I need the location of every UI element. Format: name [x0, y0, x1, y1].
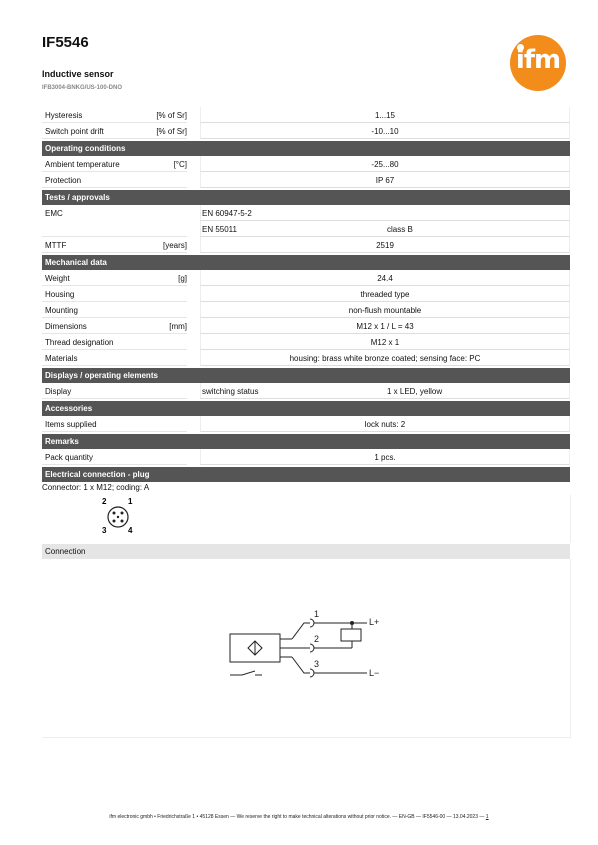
row-label: Pack quantity: [45, 453, 94, 462]
row-value: -25...80: [371, 160, 399, 169]
row-value: housing: brass white bronze coated; sensing face: PC: [289, 354, 481, 363]
wire-label: L+: [369, 617, 380, 627]
product-subtitle: Inductive sensor: [42, 69, 114, 79]
row-value: 1...15: [374, 111, 395, 120]
connection-label: Connection: [45, 547, 86, 556]
row-unit: [% of Sr]: [156, 127, 187, 136]
section-heading-electrical: Electrical connection - plug: [42, 467, 570, 482]
table-row: [42, 123, 570, 139]
row-value: non-flush mountable: [348, 306, 422, 315]
row-label: Display: [45, 387, 72, 396]
product-title: IF5546: [42, 34, 89, 51]
row-label: Hysteresis: [45, 111, 83, 120]
row-value: M12 x 1 / L = 43: [356, 322, 414, 331]
section-heading-displays: Displays / operating elements: [42, 368, 570, 383]
section-heading-tests: Tests / approvals: [42, 190, 570, 205]
row-unit: [mm]: [169, 322, 187, 331]
row-value: threaded type: [360, 290, 410, 299]
connector-description: Connector: 1 x M12; coding: A: [42, 483, 150, 492]
connection-header: [42, 544, 570, 559]
page-footer: [0, 814, 598, 820]
wire-label: 3: [314, 659, 320, 669]
table-row: [42, 383, 570, 399]
row-label: Ambient temperature: [45, 160, 120, 169]
wire-label: 1: [314, 609, 320, 619]
table-row: [42, 107, 570, 123]
pin-label: 4: [128, 526, 133, 535]
emc-class: class B: [387, 225, 413, 234]
table-row: [42, 302, 570, 318]
row-label: Dimensions: [45, 322, 87, 331]
table-row: [42, 156, 570, 172]
row-value: M12 x 1: [370, 338, 400, 347]
row-label: Switch point drift: [45, 127, 104, 136]
ifm-logo: [510, 35, 566, 91]
row-label: EMC: [45, 209, 63, 218]
logo-text: ifm: [515, 45, 561, 75]
table-row: [42, 172, 570, 188]
table-row: [42, 221, 570, 237]
pin-layout-diagram: [42, 495, 162, 543]
table-row: [42, 334, 570, 350]
table-row: [42, 286, 570, 302]
row-label: Weight: [45, 274, 70, 283]
row-value: 1 pcs.: [374, 453, 396, 462]
row-unit: [g]: [178, 274, 187, 283]
section-heading-accessories: Accessories: [42, 401, 570, 416]
pin-layout: [42, 495, 571, 543]
pin-label: 2: [102, 497, 107, 506]
pin-label: 1: [128, 497, 133, 506]
pin-label: 3: [102, 526, 107, 535]
page-number: 1: [485, 814, 489, 820]
wire-label: 2: [314, 634, 320, 644]
row-unit: [years]: [162, 241, 187, 250]
emc-standard: EN 55011: [202, 225, 237, 234]
wire-label: L−: [369, 668, 380, 678]
row-unit: [°C]: [173, 160, 187, 169]
row-unit: [% of Sr]: [156, 111, 187, 120]
row-label: Items supplied: [45, 420, 97, 429]
row-label: MTTF: [45, 241, 67, 250]
row-label: Thread designation: [45, 338, 114, 347]
section-heading-mechanical: Mechanical data: [42, 255, 570, 270]
row-value: 24.4: [377, 274, 393, 283]
table-row: [42, 205, 570, 221]
row-label: Mounting: [45, 306, 78, 315]
display-type: 1 x LED, yellow: [387, 387, 443, 396]
section-heading-remarks: Remarks: [42, 434, 570, 449]
row-label: Materials: [45, 354, 78, 363]
row-value: IP 67: [375, 176, 395, 185]
wiring-diagram: [42, 559, 570, 737]
wiring-diagram-area: [42, 559, 571, 738]
spec-table: [42, 107, 570, 482]
table-row: [42, 416, 570, 432]
table-row: [42, 350, 570, 366]
section-heading-operating: Operating conditions: [42, 141, 570, 156]
article-code: IFB3004-BNKG/US-100-DNO: [42, 85, 123, 91]
row-value: lock nuts: 2: [364, 420, 406, 429]
row-label: Housing: [45, 290, 75, 299]
footer-text: ifm electronic gmbh • Friedrichstraße 1 • 45128 Essen — We reserve the right to make technical alterations without prior notice. — EN-GB — IF5546-00 — 13.04.2023 —: [109, 814, 485, 820]
row-label: Protection: [45, 176, 82, 185]
emc-standard: EN 60947-5-2: [202, 209, 252, 218]
row-value: -10...10: [371, 127, 399, 136]
table-row: [42, 237, 570, 253]
table-row: [42, 449, 570, 465]
display-function: switching status: [202, 387, 259, 396]
table-row: [42, 318, 570, 334]
table-row: [42, 270, 570, 286]
row-value: 2519: [376, 241, 394, 250]
